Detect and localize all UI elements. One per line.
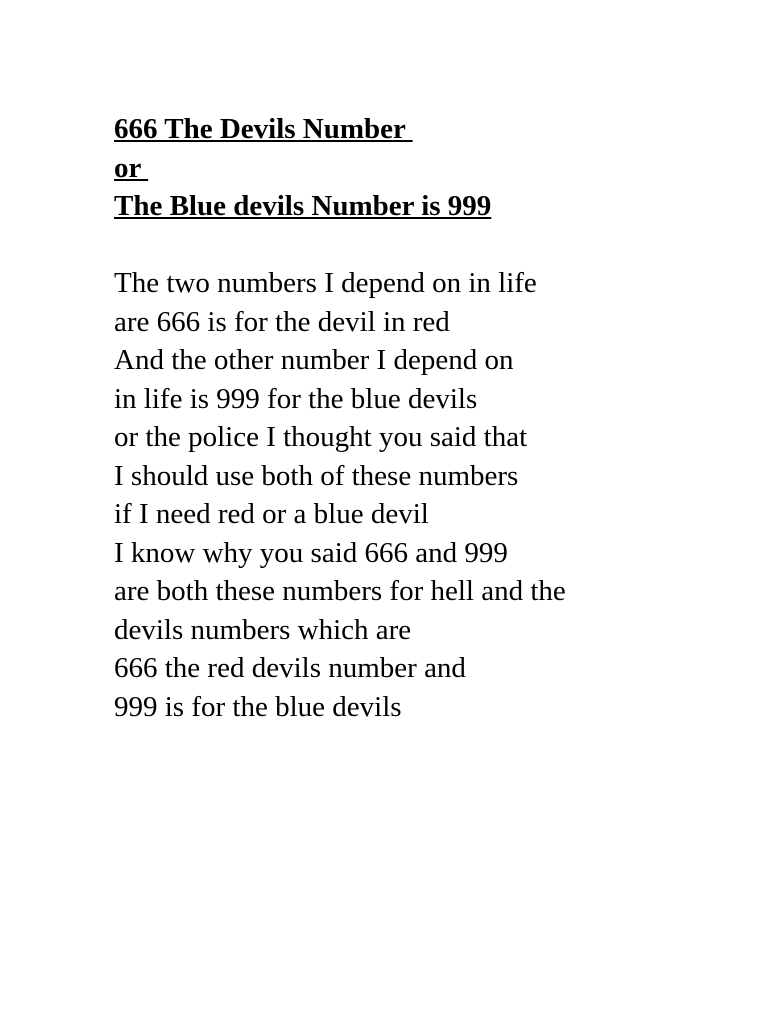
poem-line: if I need red or a blue devil (114, 498, 429, 530)
title-line-3: The Blue devils Number is 999 (114, 190, 492, 222)
document-title (114, 110, 734, 226)
title-line-1: 666 The Devils Number (114, 113, 413, 145)
poem-text (114, 264, 734, 726)
poem-line: or the police I thought you said that (114, 421, 528, 453)
poem-line: in life is 999 for the blue devils (114, 382, 478, 415)
poem-line: I should use both of these numbers (114, 459, 519, 492)
poem-line: devils numbers which are (114, 613, 412, 646)
poem-line: 999 is for the blue devils (114, 690, 402, 723)
poem-line: 666 the red devils number and (114, 652, 466, 684)
title-line-2: or (114, 151, 149, 184)
document-body (114, 110, 734, 726)
poem-line: I know why you said 666 and 999 (114, 536, 508, 569)
poem-line: And the other number I depend on (114, 344, 514, 376)
paragraph-spacer (114, 226, 734, 265)
poem-line: are 666 is for the devil in red (114, 305, 450, 338)
poem-line: are both these numbers for hell and the (114, 575, 566, 607)
poem-line: The two numbers I depend on in life (114, 267, 537, 299)
